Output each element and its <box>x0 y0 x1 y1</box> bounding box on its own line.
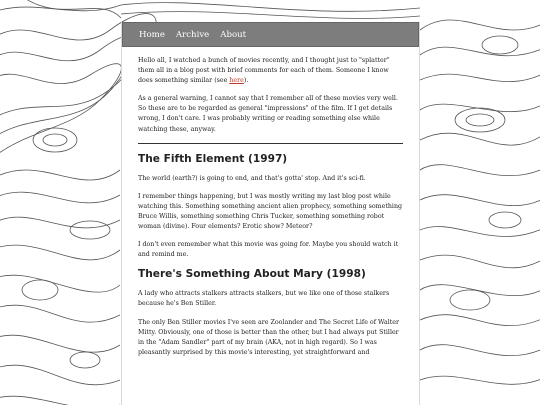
here-link[interactable]: here <box>229 77 244 85</box>
section-paragraph: The world (earth?) is going to end, and that's gotta' stop. And it's sci-fi. <box>138 174 366 182</box>
section-divider <box>138 143 403 144</box>
intro-text-after-link: ). <box>243 77 249 85</box>
blog-page <box>121 22 420 405</box>
intro-paragraph-2: As a general warning, I cannot say that I remember all of these movies very well. So these are to be regarded as general "impressions" of the film. If I get details wrong, I don't care. I was probably writing or reading something else while watching these, anyway. <box>138 95 398 133</box>
section-heading-something-about-mary: There's Something About Mary (1998) <box>138 268 366 281</box>
nav-bar <box>122 22 419 47</box>
section-paragraph: A lady who attracts stalkers attracts stalkers, but we like one of those stalkers because he's Ben Stiller. <box>138 290 390 308</box>
nav-home-link[interactable]: Home <box>139 29 165 40</box>
nav-about-link[interactable]: About <box>220 29 247 40</box>
section-heading-fifth-element: The Fifth Element (1997) <box>138 152 288 165</box>
section-paragraph: The only Ben Stiller movies I've seen are Zoolander and The Secret Life of Walter Mitty. Obviously, one of those is better than the other, but I had always put Stiller in the "Adam Sandler" part of my brain (AKA, not in high regard). So I was pleasantly surprised by this movie's interesting, yet straightforward and <box>138 318 400 356</box>
section-paragraph: I remember things happening, but I was mostly writing my last blog post while watching this. Something something ancient alien prophecy, something something Bruce Willis, something something Chris Tucker, something something robot woman (divine). Four elements? Erotic show? Meteor? <box>138 192 403 231</box>
section-paragraph: I don't even remember what this movie was going for. Maybe you should watch it and remind me. <box>138 241 399 259</box>
nav-archive-link[interactable]: Archive <box>175 29 210 40</box>
post-content <box>122 47 419 358</box>
intro-text-before-link: Hello all, I watched a bunch of movies recently, and I thought just to "splatter" them all in a blog post with brief comments for each of them. Someone I know does something similar (see <box>138 57 390 85</box>
intro-paragraph-1 <box>138 56 403 86</box>
